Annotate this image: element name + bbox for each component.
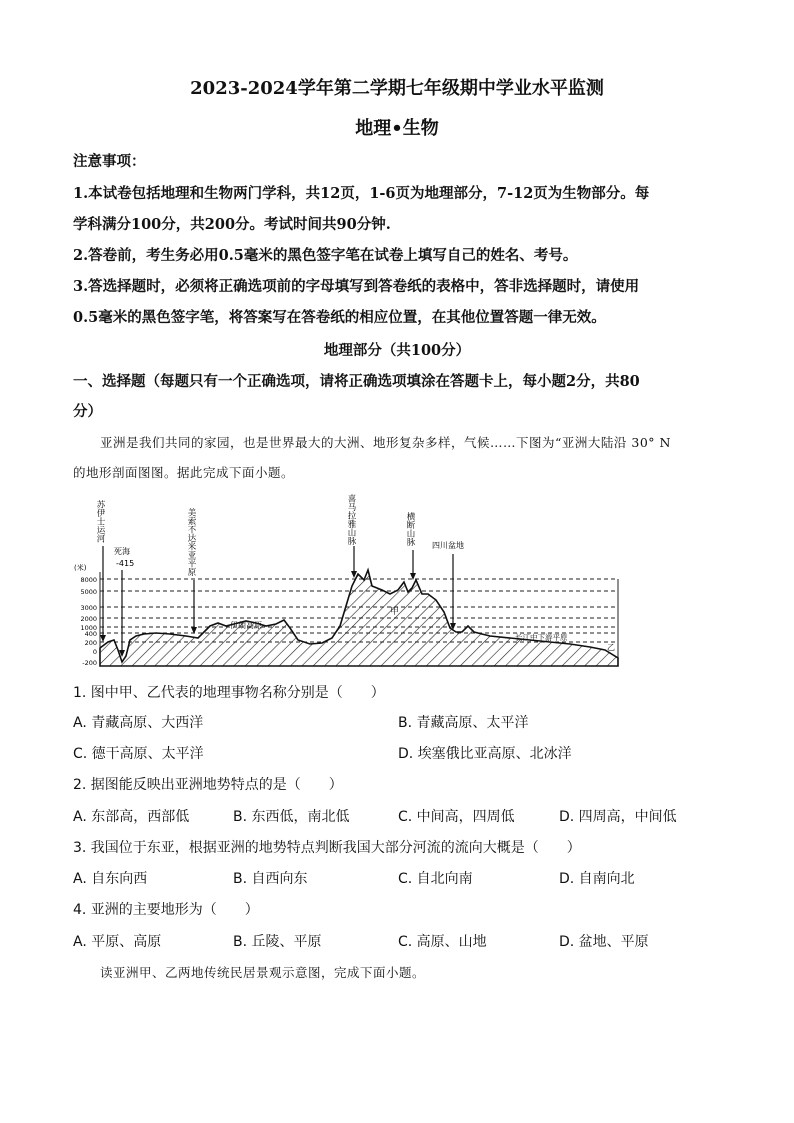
notice-item-3-line-2: 0.5毫米的黑色签字笔，将答案写在答卷纸的相应位置，在其他位置答题一律无效。	[73, 309, 606, 326]
question-4-option-b[interactable]: B. 丘陵、平原	[233, 934, 322, 950]
question-3-option-c[interactable]: C. 自北向南	[398, 871, 473, 887]
y-tick-0: 0	[92, 648, 97, 656]
y-tick-5000: 5000	[80, 588, 97, 596]
label-hengduan	[405, 511, 416, 580]
y-tick-8000: 8000	[80, 576, 97, 584]
question-4-option-c[interactable]: C. 高原、山地	[398, 934, 487, 950]
question-1-option-d[interactable]: D. 埃塞俄比亚高原、北冰洋	[398, 746, 572, 762]
svg-text:美索不达米亚平原: 美索不达米亚平原	[186, 508, 196, 576]
notice-heading: 注意事项：	[73, 153, 146, 170]
question-2-option-a[interactable]: A. 东部高，西部低	[73, 809, 190, 825]
label-himalaya	[346, 493, 357, 578]
label-yi: 乙	[607, 643, 615, 652]
y-tick-3000: 3000	[80, 604, 97, 612]
notice-item-1-line-1: 1.本试卷包括地理和生物两门学科，共12页，1-6页为地理部分，7-12页为生物部分。每	[73, 185, 650, 202]
question-3-option-b[interactable]: B. 自西向东	[233, 871, 308, 887]
svg-text:喜马拉雅山脉: 喜马拉雅山脉	[346, 494, 356, 545]
section-title: 地理部分（共100分）	[323, 342, 471, 359]
question-1-stem: 1. 图中甲、乙代表的地理事物名称分别是（ ）	[73, 685, 385, 701]
exam-title: 2023-2024学年第二学期七年级期中学业水平监测	[190, 78, 604, 99]
part1-instruction-line-1: 一、选择题（每题只有一个正确选项，请将正确选项填涂在答题卡上，每小题2分，共80	[73, 373, 640, 390]
question-1-option-b[interactable]: B. 青藏高原、太平洋	[398, 715, 529, 731]
label-iran: 伊朗高原	[230, 621, 262, 630]
intro-line-1: 亚洲是我们共同的家园，也是世界最大的大洲、地形复杂多样，气候……下图为“亚洲大陆沿 30° N	[100, 435, 671, 450]
question-3-stem: 3. 我国位于东亚，根据亚洲的地势特点判断我国大部分河流的流向大概是（ ）	[73, 840, 581, 856]
label-mesopotamia	[186, 507, 197, 634]
question-1-option-a[interactable]: A. 青藏高原、大西洋	[73, 715, 204, 731]
question-2-stem: 2. 据图能反映出亚洲地势特点的是（ ）	[73, 777, 343, 793]
svg-text:四川盆地: 四川盆地	[432, 541, 464, 550]
y-axis-unit: (米)	[74, 564, 87, 572]
svg-text:-415: -415	[116, 559, 135, 568]
part1-instruction-line-2: 分）	[73, 403, 102, 420]
question-2-option-d[interactable]: D. 四周高，中间低	[559, 809, 677, 825]
svg-text:横断山脉: 横断山脉	[405, 512, 415, 546]
y-tick-200: 200	[84, 639, 97, 647]
question-3-option-a[interactable]: A. 自东向西	[73, 871, 148, 887]
question-4-option-d[interactable]: D. 盆地、平原	[559, 934, 649, 950]
svg-text:苏伊士运河: 苏伊士运河	[95, 500, 105, 543]
y-tick-400: 400	[84, 630, 97, 638]
y-tick-2000: 2000	[80, 615, 97, 623]
question-2-option-c[interactable]: C. 中间高，四周低	[398, 809, 515, 825]
intro-line-2: 的地形剖面图图。据此完成下面小题。	[73, 465, 295, 480]
notice-item-3-line-1: 3.答选择题时，必须将正确选项前的字母填写到答卷纸的表格中，答非选择题时，请使用	[73, 278, 640, 295]
y-tick-1000: 1000	[80, 624, 97, 632]
y-tick-minus-200: -200	[82, 659, 97, 667]
notice-item-2: 2.答卷前，考生务必用0.5毫米的黑色签字笔在试卷上填写自己的姓名、考号。	[73, 247, 578, 264]
label-yangtze: 长江中下游平原	[515, 633, 568, 642]
exam-subtitle: 地理•生物	[355, 118, 439, 139]
terrain-profile-figure	[70, 490, 630, 675]
next-section-intro: 读亚洲甲、乙两地传统民居景观示意图，完成下面小题。	[100, 965, 426, 980]
question-2-option-b[interactable]: B. 东西低，南北低	[233, 809, 350, 825]
question-3-option-d[interactable]: D. 自南向北	[559, 871, 635, 887]
question-4-option-a[interactable]: A. 平原、高原	[73, 934, 162, 950]
notice-item-1-line-2: 学科满分100分，共200分。考试时间共90分钟.	[73, 216, 391, 233]
question-4-stem: 4. 亚洲的主要地形为（ ）	[73, 902, 259, 918]
label-jia: 甲	[390, 607, 400, 617]
svg-text:死海: 死海	[114, 547, 130, 556]
question-1-option-c[interactable]: C. 德干高原、太平洋	[73, 746, 204, 762]
